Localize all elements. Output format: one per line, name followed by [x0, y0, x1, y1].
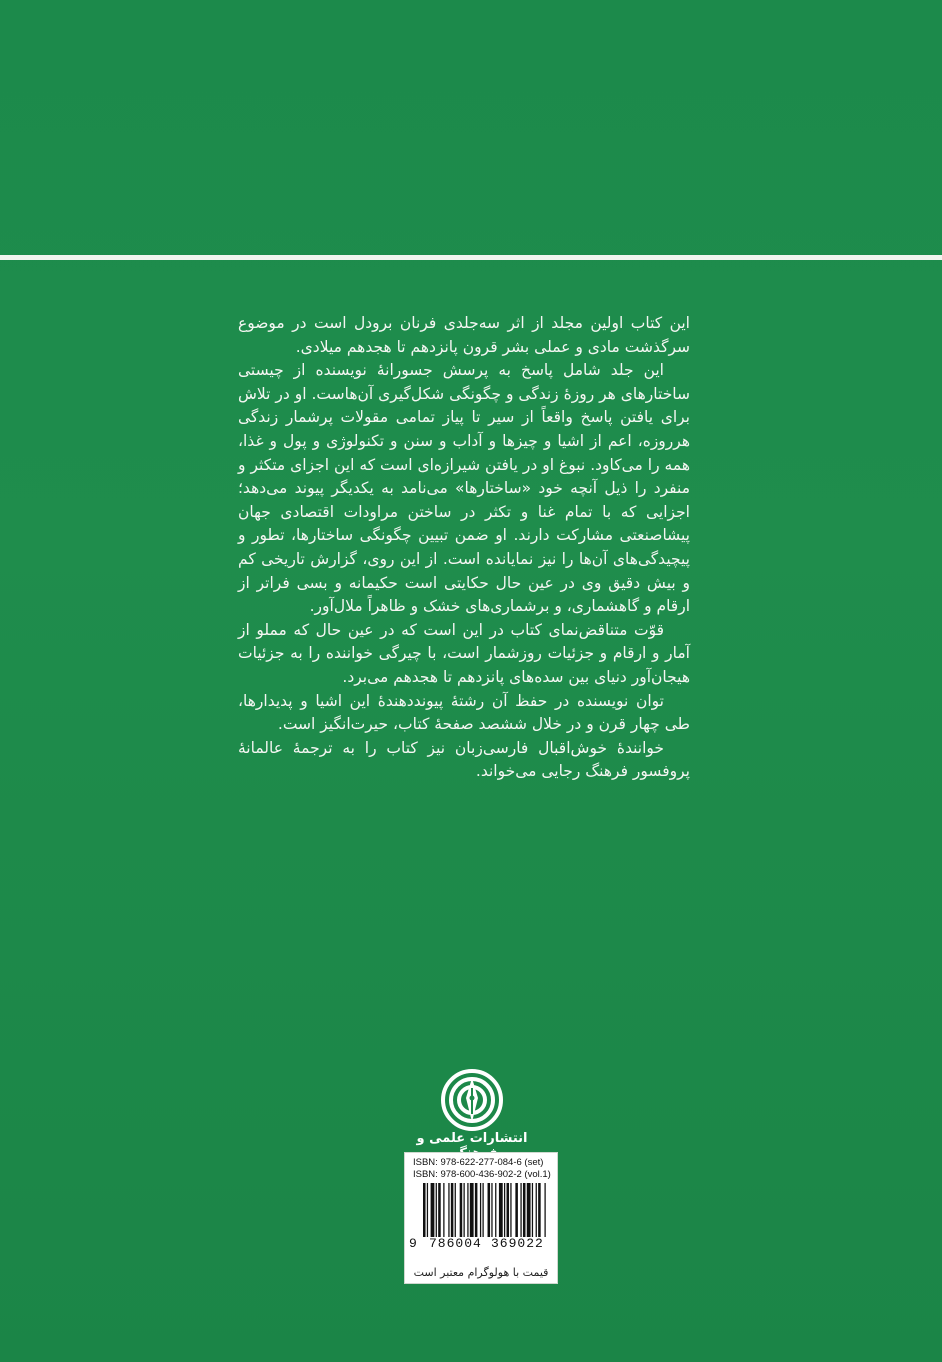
blurb-paragraph: توان نویسنده در حفظ آن رشتهٔ پیونددهندهٔ این اشیا و پدیدارها، طی چهار قرن و در خلال ششصد صفحهٔ کتاب، حیرت‌انگیز است. [238, 691, 690, 734]
blurb-paragraph: قوّت متناقض‌نمای کتاب در این است که در عین حال که مملو از آمار و ارقام و جزئیات روزشمار است، با چیرگی خواننده را به جزئیات هیجان‌آور دنیای بین سده‌های پانزدهم تا هجدهم می‌برد. [238, 620, 690, 686]
barcode [423, 1183, 547, 1237]
blurb-paragraph: خوانندهٔ خوش‌اقبال فارسی‌زبان نیز کتاب را به ترجمهٔ عالمانهٔ پروفسور فرهنگ رجایی می‌خواند. [238, 738, 690, 781]
barcode-first-digit: 9 [409, 1236, 417, 1251]
blurb-text [238, 312, 690, 784]
horizontal-rule [0, 255, 942, 260]
price-note: قیمت با هولوگرام معتبر است [404, 1263, 558, 1284]
isbn-volume: ISBN: 978-600-436-902-2 (vol.1) [413, 1169, 551, 1180]
publisher-name: انتشارات علمی و [416, 1131, 528, 1146]
pen-nib-circles-icon [440, 1068, 504, 1132]
blurb-paragraph: این جلد شامل پاسخ به پرسش جسورانهٔ نویسنده از چیستی ساختارهای هر روزهٔ زندگی و چگونگی شکل‌گیری آن‌هاست. او در تلاش برای یافتن پاسخ واقعاً از سیر تا پیاز تمامی مقولات پرشمار زندگی هرروزه، اعم از اشیا و چیزها و آداب و سنن و تکنولوژی و پول و غذا، همه را می‌کاود. نبوغ او در یافتن شیرازه‌ای است که این اجزای متکثر و منفرد را ذیل آنچه خود «ساختارها» می‌نامد به یکدیگر پیوند می‌دهد؛ اجزایی که با تمام غنا و تکثر در ساختن مراودات اقتصادی جهان پیشاصنعتی مشارکت دارند. او ضمن تبیین چگونگی ساختارها، تطور و پیچیدگی‌های آن‌ها را نیز نمایانده است. از این روی، گزارش تاریخی کم و بیش دقیق وی در عین حال حکایتی است حکیمانه و بسی فراتر از ارقام و گاهشماری، و برشماری‌های خشک و ظاهراً ملال‌آور. [238, 361, 690, 616]
barcode-left-digits: 786004 [429, 1236, 482, 1251]
barcode-right-digits: 369022 [491, 1236, 544, 1251]
isbn-set: ISBN: 978-622-277-084-6 (set) [413, 1157, 544, 1168]
blurb-paragraph: این کتاب اولین مجلد از اثر سه‌جلدی فرنان برودل است در موضوع سرگذشت مادی و عملی بشر قرون پانزدهم تا هجدهم میلادی. [238, 314, 690, 356]
isbn-label [404, 1152, 558, 1264]
